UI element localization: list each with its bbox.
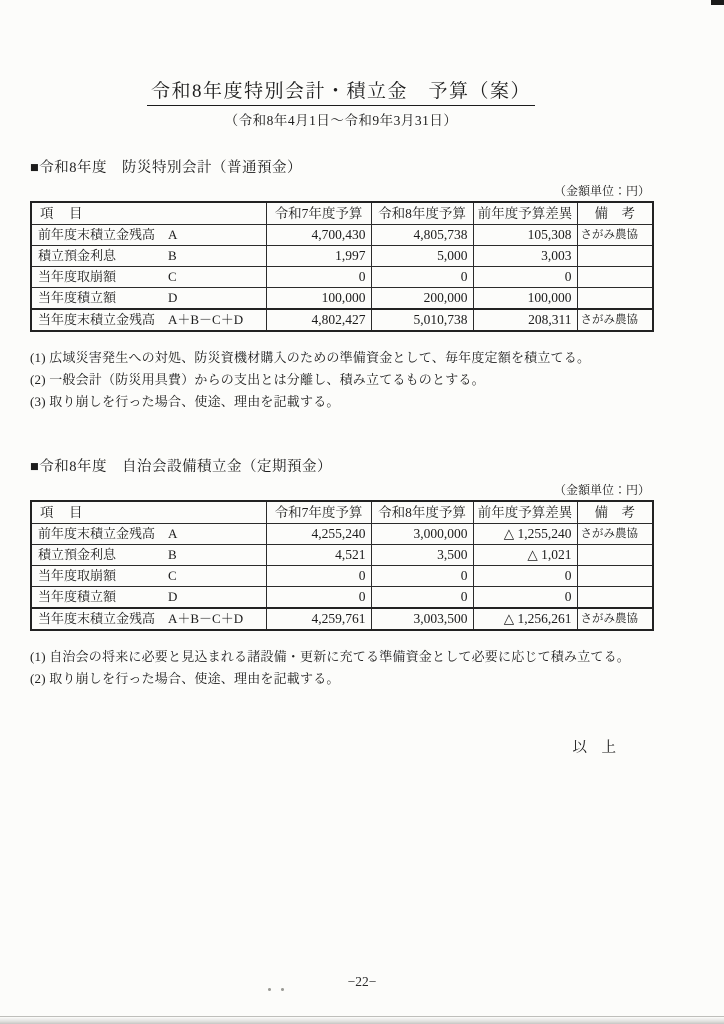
note-line: (2) 一般会計（防災用具費）からの支出とは分離し、積み立てるものとする。 <box>30 372 485 387</box>
fy7-value: 4,700,430 <box>266 225 371 246</box>
note-line: (2) 取り崩しを行った場合、使途、理由を記載する。 <box>30 671 340 686</box>
item-code: A＋B－C＋D <box>168 611 244 626</box>
fy7-value: 4,802,427 <box>266 309 371 331</box>
item-label: 積立預金利息 <box>38 547 117 562</box>
table-total-row <box>31 608 653 630</box>
item-cell <box>31 246 266 267</box>
note-line: (1) 自治会の将来に必要と見込まれる諸設備・更新に充てる準備資金として必要に応じて積み立てる。 <box>30 649 631 664</box>
table-header-row <box>31 202 653 225</box>
page-number: −22− <box>347 974 377 989</box>
item-cell <box>31 566 266 587</box>
fy8-value: 5,010,738 <box>371 309 473 331</box>
table-row <box>31 587 653 609</box>
scan-corner-artifact <box>711 0 724 5</box>
column-header-fy7: 令和7年度予算 <box>266 501 371 524</box>
fy8-value: 3,500 <box>371 545 473 566</box>
table-row <box>31 566 653 587</box>
item-code: A <box>168 526 178 541</box>
item-code: D <box>168 290 178 305</box>
document-title: 令和8年度特別会計・積立金 予算（案） <box>147 76 535 106</box>
column-header-item: 項 目 <box>31 501 266 524</box>
table-row <box>31 267 653 288</box>
item-cell <box>31 608 266 630</box>
item-cell <box>31 288 266 310</box>
item-label: 当年度末積立金残高 <box>38 611 156 626</box>
item-label: 当年度取崩額 <box>38 568 117 583</box>
section-heading-bousai: ■令和8年度 防災特別会計（普通預金） <box>30 160 303 176</box>
column-header-remarks: 備 考 <box>577 202 653 225</box>
item-label: 当年度積立額 <box>38 589 117 604</box>
diff-value: 3,003 <box>473 246 577 267</box>
diff-value: 0 <box>473 566 577 587</box>
section-heading-setsubi: ■令和8年度 自治会設備積立金（定期預金） <box>30 459 333 475</box>
remark-cell <box>577 566 653 587</box>
closing-text: 以 上 <box>572 740 616 756</box>
table-row <box>31 288 653 310</box>
fy7-value: 0 <box>266 267 371 288</box>
unit-label: （金額単位：円） <box>553 184 650 198</box>
item-label: 当年度積立額 <box>38 290 117 305</box>
remark-cell <box>577 267 653 288</box>
diff-value: 208,311 <box>473 309 577 331</box>
diff-value: 0 <box>473 587 577 609</box>
item-code: A＋B－C＋D <box>168 312 244 327</box>
item-cell <box>31 267 266 288</box>
item-code: A <box>168 227 178 242</box>
fy8-value: 0 <box>371 267 473 288</box>
diff-value: 105,308 <box>473 225 577 246</box>
remark-cell <box>577 246 653 267</box>
fy8-value: 3,000,000 <box>371 524 473 545</box>
fy7-value: 4,521 <box>266 545 371 566</box>
fy7-value: 0 <box>266 566 371 587</box>
remark-cell: さがみ農協 <box>577 309 653 331</box>
item-code: D <box>168 589 178 604</box>
remark-cell <box>577 587 653 609</box>
budget-table-setsubi <box>30 500 654 631</box>
item-label: 当年度末積立金残高 <box>38 312 156 327</box>
table-header-row <box>31 501 653 524</box>
unit-label: （金額単位：円） <box>553 483 650 497</box>
item-cell <box>31 524 266 545</box>
item-label: 前年度末積立金残高 <box>38 227 156 242</box>
column-header-diff: 前年度予算差異 <box>473 202 577 225</box>
item-cell <box>31 309 266 331</box>
table-row <box>31 225 653 246</box>
fy8-value: 0 <box>371 566 473 587</box>
diff-value: △ 1,021 <box>473 545 577 566</box>
item-cell <box>31 545 266 566</box>
fy8-value: 0 <box>371 587 473 609</box>
scan-bottom-edge <box>0 1016 724 1024</box>
item-cell <box>31 587 266 609</box>
remark-cell <box>577 288 653 310</box>
remark-cell: さがみ農協 <box>577 225 653 246</box>
fy7-value: 100,000 <box>266 288 371 310</box>
fy7-value: 0 <box>266 587 371 609</box>
note-line: (3) 取り崩しを行った場合、使途、理由を記載する。 <box>30 394 340 409</box>
section-notes-setsubi <box>30 647 652 688</box>
remark-cell <box>577 545 653 566</box>
column-header-fy7: 令和7年度予算 <box>266 202 371 225</box>
fy8-value: 5,000 <box>371 246 473 267</box>
diff-value: 0 <box>473 267 577 288</box>
item-code: B <box>168 547 177 562</box>
column-header-remarks: 備 考 <box>577 501 653 524</box>
diff-value: △ 1,255,240 <box>473 524 577 545</box>
item-label: 積立預金利息 <box>38 248 117 263</box>
fy7-value: 1,997 <box>266 246 371 267</box>
table-row <box>31 524 653 545</box>
note-line: (1) 広域災害発生への対処、防災資機材購入のための準備資金として、毎年度定額を積立てる。 <box>30 350 591 365</box>
diff-value: 100,000 <box>473 288 577 310</box>
table-row <box>31 246 653 267</box>
document-subtitle: （令和8年4月1日～令和9年3月31日） <box>224 113 458 128</box>
fy7-value: 4,259,761 <box>266 608 371 630</box>
remark-cell: さがみ農協 <box>577 608 653 630</box>
fy7-value: 4,255,240 <box>266 524 371 545</box>
item-code: C <box>168 269 177 284</box>
item-label: 当年度取崩額 <box>38 269 117 284</box>
column-header-item: 項 目 <box>31 202 266 225</box>
item-label: 前年度末積立金残高 <box>38 526 156 541</box>
column-header-fy8: 令和8年度予算 <box>371 202 473 225</box>
column-header-fy8: 令和8年度予算 <box>371 501 473 524</box>
item-code: B <box>168 248 177 263</box>
document-content <box>30 0 652 757</box>
column-header-diff: 前年度予算差異 <box>473 501 577 524</box>
section-notes-bousai <box>30 348 652 411</box>
fy8-value: 4,805,738 <box>371 225 473 246</box>
budget-table-bousai <box>30 201 654 332</box>
fy8-value: 3,003,500 <box>371 608 473 630</box>
table-total-row <box>31 309 653 331</box>
item-code: C <box>168 568 177 583</box>
fy8-value: 200,000 <box>371 288 473 310</box>
diff-value: △ 1,256,261 <box>473 608 577 630</box>
item-cell <box>31 225 266 246</box>
remark-cell: さがみ農協 <box>577 524 653 545</box>
table-row <box>31 545 653 566</box>
